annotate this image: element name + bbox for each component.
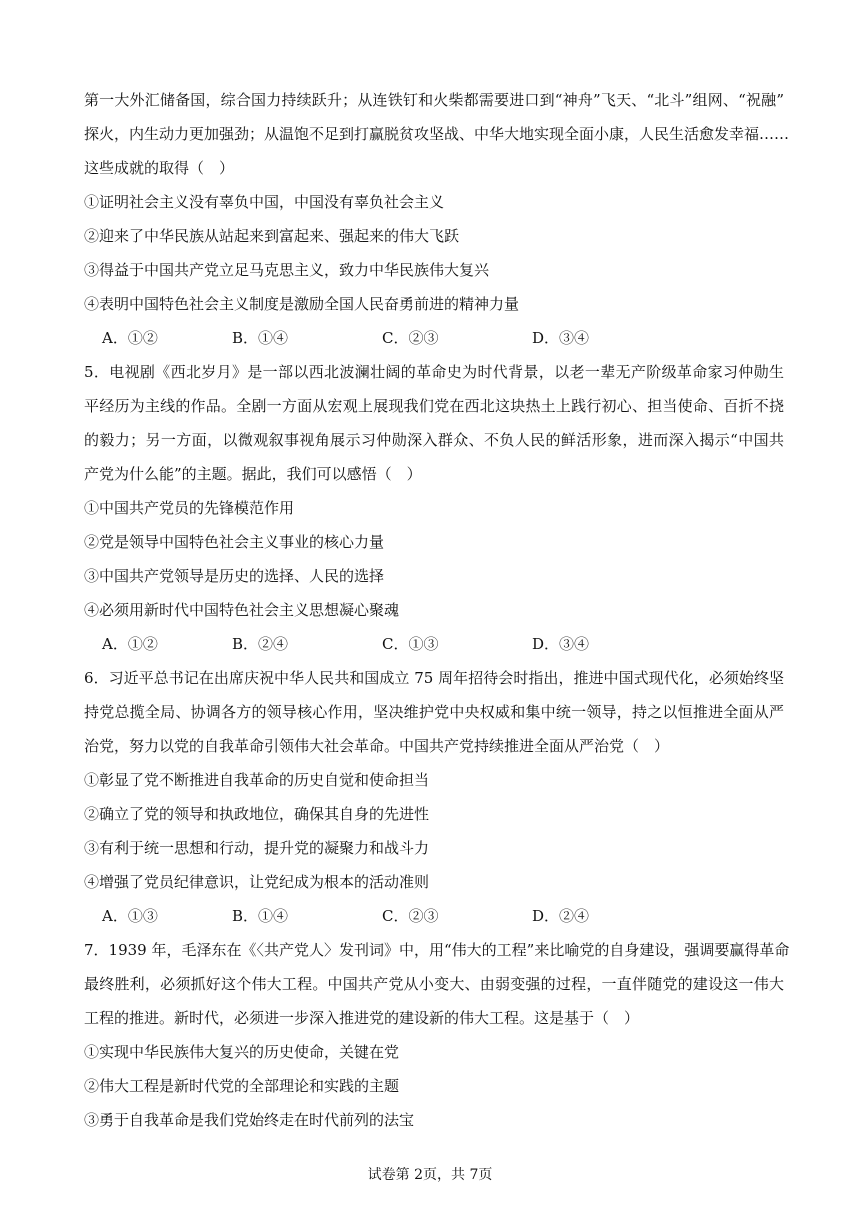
q6-options [102, 906, 782, 926]
q6-stem-line: 6．习近平总书记在出席庆祝中华人民共和国成立 75 周年招待会时指出，推进中国式现代化，必须始终坚 [84, 669, 784, 687]
q6-stem-line: 持党总揽全局、协调各方的领导核心作用，坚决维护党中央权威和集中统一领导，持之以恒推进全面从严 [84, 703, 784, 721]
q7-stem-line: 工程的推进。新时代，必须进一步深入推进党的建设新的伟大工程。这是基于（ ） [84, 1009, 640, 1027]
q4-statement: ②迎来了中华民族从站起来到富起来、强起来的伟大飞跃 [84, 227, 460, 245]
q7-statement: ②伟大工程是新时代党的全部理论和实践的主题 [84, 1077, 400, 1095]
q5-statement: ④必须用新时代中国特色社会主义思想凝心聚魂 [84, 601, 400, 619]
q7-stem-line: 最终胜利，必须抓好这个伟大工程。中国共产党从小变大、由弱变强的过程，一直伴随党的建设这一伟大 [84, 975, 784, 993]
option-a[interactable]: A．①③ [102, 907, 158, 925]
option-d[interactable]: D．③④ [532, 635, 590, 653]
q5-statement: ③中国共产党领导是历史的选择、人民的选择 [84, 567, 385, 585]
option-c[interactable]: C．②③ [382, 907, 439, 925]
q5-options [102, 634, 782, 654]
q5-statement: ②党是领导中国特色社会主义事业的核心力量 [84, 533, 385, 551]
q4-statement: ④表明中国特色社会主义制度是激励全国人民奋勇前进的精神力量 [84, 295, 520, 313]
q5-stem-line: 平经历为主线的作品。全剧一方面从宏观上展现我们党在西北这块热土上践行初心、担当使命、百折不挠 [84, 397, 784, 415]
option-d[interactable]: D．③④ [532, 329, 590, 347]
q4-stem-line: 这些成就的取得（ ） [84, 159, 235, 177]
option-b[interactable]: B．①④ [232, 907, 289, 925]
q5-stem-line: 5．电视剧《西北岁月》是一部以西北波澜壮阔的革命史为时代背景，以老一辈无产阶级革命家习仲勋生 [84, 363, 784, 381]
q6-statement: ②确立了党的领导和执政地位，确保其自身的先进性 [84, 805, 430, 823]
q6-stem-line: 治党，努力以党的自我革命引领伟大社会革命。中国共产党持续推进全面从严治党（ ） [84, 737, 670, 755]
q6-statement: ①彰显了党不断推进自我革命的历史自觉和使命担当 [84, 771, 430, 789]
page-footer: 试卷第 2页，共 7页 [367, 1167, 493, 1183]
option-b[interactable]: B．①④ [232, 329, 289, 347]
q4-statement: ③得益于中国共产党立足马克思主义，致力中华民族伟大复兴 [84, 261, 490, 279]
q4-stem-line: 探火，内生动力更加强劲；从温饱不足到打赢脱贫攻坚战、中华大地实现全面小康，人民生活愈发幸福…… [84, 125, 790, 143]
q6-statement: ③有利于统一思想和行动，提升党的凝聚力和战斗力 [84, 839, 430, 857]
q5-statement: ①中国共产党员的先锋模范作用 [84, 499, 295, 517]
option-a[interactable]: A．①② [102, 329, 158, 347]
q4-stem-line: 第一大外汇储备国，综合国力持续跃升；从连铁钉和火柴都需要进口到“神舟”飞天、“北斗”组网、“祝融” [84, 91, 784, 109]
q5-stem-line: 的毅力；另一方面，以微观叙事视角展示习仲勋深入群众、不负人民的鲜活形象，进而深入揭示“中国共 [84, 431, 784, 449]
q4-options [102, 328, 782, 348]
q5-stem-line: 产党为什么能”的主题。据此，我们可以感悟（ ） [84, 465, 422, 483]
option-c[interactable]: C．①③ [382, 635, 439, 653]
option-d[interactable]: D．②④ [532, 907, 590, 925]
option-a[interactable]: A．①② [102, 635, 158, 653]
q6-statement: ④增强了党员纪律意识，让党纪成为根本的活动准则 [84, 873, 430, 891]
q7-statement: ③勇于自我革命是我们党始终走在时代前列的法宝 [84, 1111, 415, 1129]
q4-statement: ①证明社会主义没有辜负中国，中国没有辜负社会主义 [84, 193, 445, 211]
q7-statement: ①实现中华民族伟大复兴的历史使命，关键在党 [84, 1043, 400, 1061]
q7-stem-line: 7．1939 年，毛泽东在《〈共产党人〉发刊词》中，用“伟大的工程”来比喻党的自身建设，强调要赢得革命 [84, 941, 790, 959]
option-c[interactable]: C．②③ [382, 329, 439, 347]
option-b[interactable]: B．②④ [232, 635, 289, 653]
